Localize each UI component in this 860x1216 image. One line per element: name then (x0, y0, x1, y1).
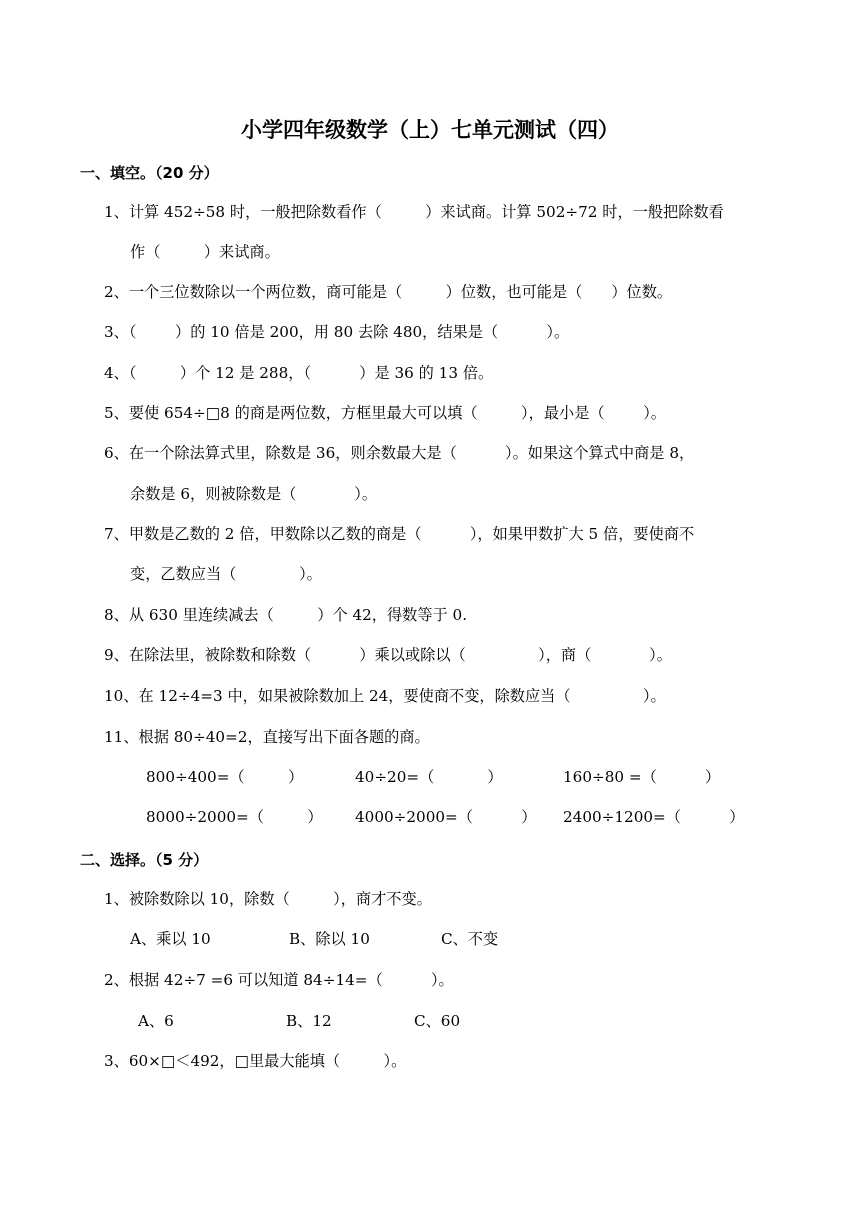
question-line: 7、甲数是乙数的 2 倍，甲数除以乙数的商是（ ），如果甲数扩大 5 倍，要使商不 (104, 525, 695, 543)
question-line: 2、根据 42÷7 =6 可以知道 84÷14=（ ）。 (104, 971, 454, 989)
section-heading-fill-in: 一、填空。（20 分） (80, 164, 219, 182)
quotient-item: 40÷20=（ ） (355, 768, 503, 786)
option-c: C、60 (414, 1012, 461, 1030)
option-a: A、乘以 10 (130, 930, 211, 948)
question-line: 3、（ ）的 10 倍是 200，用 80 去除 480，结果是（ ）。 (104, 323, 570, 341)
question-line: 6、在一个除法算式里，除数是 36，则余数最大是（ ）。如果这个算式中商是 8， (104, 444, 695, 462)
question-line: 9、在除法里，被除数和除数（ ）乘以或除以（ ），商（ ）。 (104, 646, 672, 664)
question-line: 余数是 6，则被除数是（ ）。 (130, 485, 378, 503)
question-line: 1、被除数除以 10，除数（ ），商才不变。 (104, 890, 432, 908)
question-line: 2、一个三位数除以一个两位数，商可能是（ ）位数，也可能是（ ）位数。 (104, 283, 673, 301)
option-c: C、不变 (441, 930, 499, 948)
question-line: 1、计算 452÷58 时，一般把除数看作（ ）来试商。计算 502÷72 时，一般把除数看 (104, 203, 724, 221)
quotient-item: 4000÷2000=（ ） (355, 808, 537, 826)
question-line: 8、从 630 里连续减去（ ）个 42，得数等于 0. (104, 606, 468, 624)
option-b: B、12 (286, 1012, 332, 1030)
question-line: 作（ ）来试商。 (130, 243, 280, 261)
quotient-item: 800÷400=（ ） (146, 768, 304, 786)
section-heading-choice: 二、选择。（5 分） (80, 851, 209, 869)
question-line: 变，乙数应当（ ）。 (130, 565, 322, 583)
option-a: A、6 (138, 1012, 174, 1030)
question-line: 5、要使 654÷□8 的商是两位数，方框里最大可以填（ ），最小是（ ）。 (104, 404, 666, 422)
question-line: 3、60×□＜492，□里最大能填（ ）。 (104, 1052, 407, 1070)
quotient-item: 160÷80 =（ ） (563, 768, 721, 786)
question-line: 11、根据 80÷40=2，直接写出下面各题的商。 (104, 728, 430, 746)
question-line: 10、在 12÷4=3 中，如果被除数加上 24，要使商不变，除数应当（ ）。 (104, 687, 666, 705)
question-line: 4、（ ）个 12 是 288，（ ）是 36 的 13 倍。 (104, 364, 494, 382)
option-b: B、除以 10 (289, 930, 370, 948)
quotient-item: 2400÷1200=（ ） (563, 808, 745, 826)
page-title: 小学四年级数学（上）七单元测试（四） (241, 118, 619, 142)
quotient-item: 8000÷2000=（ ） (146, 808, 323, 826)
